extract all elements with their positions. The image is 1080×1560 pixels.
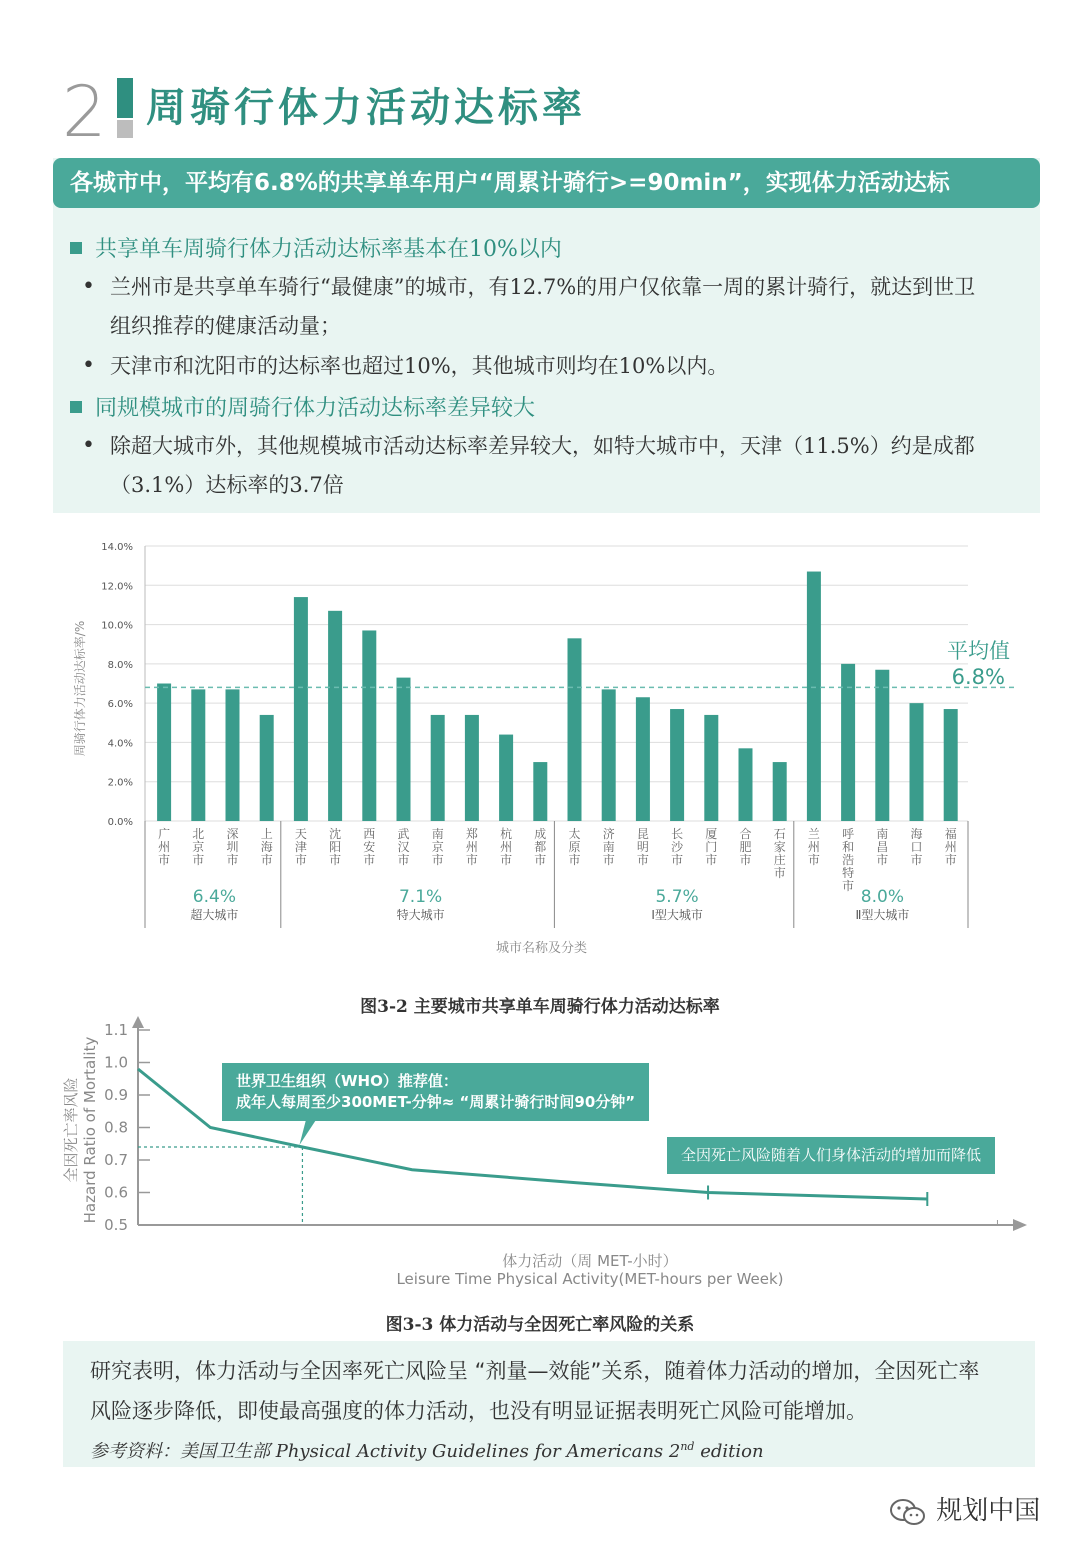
- x-tick-label: 杭: [500, 827, 513, 841]
- bar: [362, 630, 376, 821]
- bar: [636, 697, 650, 821]
- bar: [704, 715, 718, 821]
- x-tick-label: 市: [260, 853, 273, 867]
- x-tick-label: 厦: [705, 827, 718, 841]
- reference-text: 参考资料：美国卫生部 Physical Activity Guidelines for Americans 2: [90, 1441, 681, 1462]
- x-tick-label: 呼: [842, 827, 855, 841]
- x-tick-label: 市: [842, 879, 855, 893]
- bar: [328, 611, 342, 821]
- figure-caption-3-3: 图3-3 体力活动与全因死亡率风险的关系: [385, 1315, 695, 1335]
- x-tick-label: 海: [910, 827, 923, 841]
- x-tick-label: 昌: [876, 840, 889, 854]
- x-tick-label: 市: [465, 853, 478, 867]
- x-tick-label: 武: [397, 827, 410, 841]
- x-tick-label: 上: [260, 827, 273, 841]
- y-tick-label: 1.1: [104, 1021, 128, 1039]
- y-tick-label: 0.6: [104, 1183, 128, 1202]
- x-tick-label: 州: [500, 840, 513, 854]
- x-tick-label: 沈: [329, 827, 342, 841]
- x-tick-label: 京: [192, 840, 205, 854]
- watermark-text: 规划中国: [936, 1496, 1041, 1526]
- bullet-dot-icon: •: [82, 274, 95, 299]
- bar: [944, 709, 958, 821]
- y-tick-label: 0.8: [104, 1118, 128, 1137]
- x-tick-label: 南: [431, 827, 444, 841]
- x-tick-label: 沙: [671, 840, 684, 854]
- y-tick-label: 1.0: [104, 1053, 128, 1072]
- x-tick-label: 市: [226, 853, 239, 867]
- x-tick-label: 市: [329, 853, 342, 867]
- x-axis-title-zh: 体力活动（周 MET-小时）: [502, 1252, 678, 1270]
- x-tick-label: 圳: [226, 840, 239, 854]
- who-callout-line2: 成年人每周至少300MET-分钟≈ “周累计骑行时间90分钟”: [236, 1093, 636, 1111]
- note-line-1: 研究表明，体力活动与全因率死亡风险呈 “剂量—效能”关系，随着体力活动的增加，全因死亡率: [90, 1359, 980, 1383]
- who-callout-line1: 世界卫生组织（WHO）推荐值：: [236, 1072, 458, 1090]
- section-title: 周骑行体力活动达标率: [146, 85, 586, 131]
- x-tick-label: 州: [944, 840, 957, 854]
- y-tick-label: 12.0%: [101, 581, 133, 593]
- x-tick-label: 福: [944, 827, 957, 841]
- y-tick-label: 6.0%: [107, 699, 133, 711]
- bullet-dot-icon: •: [82, 433, 95, 458]
- x-tick-label: 市: [876, 853, 889, 867]
- x-tick-label: 南: [602, 840, 615, 854]
- bar: [910, 703, 924, 821]
- bar: [602, 689, 616, 821]
- bar: [773, 762, 787, 821]
- bullet-dot-icon: •: [82, 353, 95, 378]
- point-heading-1: 共享单车周骑行体力活动达标率基本在10%以内: [95, 237, 562, 262]
- x-tick-label: 市: [431, 853, 444, 867]
- x-tick-label: 州: [807, 840, 820, 854]
- x-tick-label: 合: [739, 827, 752, 841]
- x-tick-label: 市: [739, 853, 752, 867]
- bar-chart-compliance: [60, 525, 1030, 965]
- point-text-1a: 兰州市是共享单车骑行“最健康”的城市，有12.7%的用户仅依靠一周的累计骑行，就达到世卫: [110, 275, 976, 299]
- x-tick-label: 市: [363, 853, 376, 867]
- reference: [90, 1437, 764, 1463]
- average-value-label: 6.8%: [951, 665, 1005, 689]
- x-tick-label: 太: [568, 827, 581, 841]
- x-tick-label: 广: [158, 827, 171, 841]
- y-tick-label: 2.0%: [107, 777, 133, 789]
- point-text-3b: （3.1%）达标率的3.7倍: [110, 473, 344, 497]
- x-tick-label: 京: [431, 840, 444, 854]
- x-tick-label: 门: [705, 840, 718, 854]
- point-heading-2: 同规模城市的周骑行体力活动达标率差异较大: [95, 396, 536, 421]
- x-tick-label: 市: [773, 866, 786, 880]
- bar: [157, 684, 171, 822]
- x-tick-label: 都: [534, 840, 547, 854]
- x-tick-label: 市: [500, 853, 513, 867]
- bar: [875, 670, 889, 821]
- bar: [226, 689, 240, 821]
- trend-callout: 全因死亡风险随着人们身体活动的增加而降低: [667, 1137, 995, 1174]
- bar: [499, 735, 513, 821]
- y-tick-label: 14.0%: [101, 542, 133, 553]
- x-tick-label: 庄: [773, 853, 786, 867]
- x-tick-label: 汉: [397, 840, 410, 854]
- y-axis-title-en: Hazard Ratio of Mortality: [81, 1036, 99, 1224]
- x-tick-label: 津: [294, 840, 307, 854]
- y-tick-label: 0.7: [104, 1151, 128, 1169]
- x-tick-label: 兰: [807, 827, 820, 841]
- bar: [739, 748, 753, 821]
- x-tick-label: 市: [158, 853, 171, 867]
- square-bullet-icon: [70, 242, 82, 254]
- x-tick-label: 深: [226, 827, 239, 841]
- x-tick-label: 肥: [739, 840, 752, 854]
- x-tick-label: 市: [602, 853, 615, 867]
- x-tick-label: 西: [363, 827, 376, 841]
- x-tick-label: 南: [876, 827, 889, 841]
- x-tick-label: 海: [260, 840, 273, 854]
- x-tick-label: 原: [568, 840, 581, 854]
- x-tick-label: 市: [534, 853, 547, 867]
- x-tick-label: 浩: [842, 853, 855, 867]
- x-axis-title-en: Leisure Time Physical Activity(MET-hours per Week): [396, 1270, 784, 1288]
- group-name-label: Ⅱ型大城市: [855, 908, 910, 922]
- x-tick-label: 和: [842, 840, 855, 854]
- group-average-label: 6.4%: [192, 887, 237, 907]
- x-tick-label: 天: [294, 827, 307, 841]
- group-name-label: 特大城市: [396, 908, 445, 922]
- bar: [294, 597, 308, 821]
- x-axis-arrow-icon: [1013, 1219, 1027, 1231]
- group-name-label: Ⅰ型大城市: [651, 908, 703, 922]
- x-tick-label: 济: [602, 827, 615, 841]
- section-marker-bar-grey: [117, 120, 133, 138]
- bar: [465, 715, 479, 821]
- y-tick-label: 0.9: [104, 1086, 128, 1104]
- x-tick-label: 阳: [329, 840, 342, 854]
- average-label: 平均值: [947, 639, 1010, 663]
- bar: [568, 638, 582, 821]
- x-tick-label: 市: [944, 853, 957, 867]
- x-axis-title: 城市名称及分类: [495, 941, 588, 956]
- x-tick-label: 州: [465, 840, 478, 854]
- bar: [807, 572, 821, 821]
- x-tick-label: 北: [192, 827, 205, 841]
- section-number: 2: [62, 71, 107, 153]
- watermark: [888, 1490, 1040, 1527]
- note-line-2: 风险逐步降低，即使最高强度的体力活动，也没有明显证据表明死亡风险可能增加。: [90, 1399, 867, 1423]
- x-tick-label: 市: [807, 853, 820, 867]
- section-marker-bar: [117, 78, 133, 118]
- x-tick-label: 市: [636, 853, 649, 867]
- bar: [191, 689, 205, 821]
- group-name-label: 超大城市: [190, 908, 239, 922]
- y-tick-label: 10.0%: [101, 620, 133, 632]
- x-tick-label: 市: [705, 853, 718, 867]
- wechat-icon: [888, 1497, 928, 1527]
- y-axis-title: 周骑行体力活动达标率/%: [73, 620, 87, 757]
- bar: [670, 709, 684, 821]
- x-tick-label: 石: [773, 827, 786, 841]
- x-tick-label: 昆: [636, 827, 649, 841]
- x-tick-label: 市: [671, 853, 684, 867]
- x-tick-label: 家: [773, 840, 786, 854]
- group-average-label: 7.1%: [398, 887, 443, 907]
- summary-banner-text: 各城市中，平均有6.8%的共享单车用户“周累计骑行>=90min”，实现体力活动达标: [70, 170, 950, 196]
- reference-suffix: edition: [694, 1441, 764, 1462]
- x-tick-label: 郑: [465, 827, 478, 841]
- figure-caption-3-2: 图3-2 主要城市共享单车周骑行体力活动达标率: [360, 997, 720, 1017]
- x-tick-label: 安: [363, 840, 376, 854]
- x-tick-label: 特: [842, 866, 855, 880]
- y-axis-arrow-icon: [132, 1016, 144, 1028]
- bar: [397, 678, 411, 821]
- point-text-1b: 组织推荐的健康活动量；: [110, 314, 341, 338]
- y-axis-title-zh: 全因死亡率风险: [62, 1077, 80, 1183]
- point-text-2: 天津市和沈阳市的达标率也超过10%，其他城市则均在10%以内。: [110, 354, 729, 378]
- x-tick-label: 明: [636, 840, 649, 854]
- reference-sup: nd: [680, 1440, 695, 1453]
- x-tick-label: 市: [568, 853, 581, 867]
- group-average-label: 5.7%: [655, 887, 699, 907]
- who-callout: [222, 1063, 649, 1121]
- x-tick-label: 成: [534, 827, 547, 841]
- x-tick-label: 市: [192, 853, 205, 867]
- x-tick-label: 市: [910, 853, 923, 867]
- x-tick-label: 口: [910, 840, 923, 854]
- y-tick-label: 0.0%: [107, 817, 133, 828]
- x-tick-label: 州: [158, 840, 171, 854]
- bar: [260, 715, 274, 821]
- bar: [533, 762, 547, 821]
- square-bullet-icon: [70, 401, 82, 413]
- x-tick-label: 长: [671, 827, 684, 841]
- y-tick-label: 0.5: [104, 1216, 128, 1234]
- y-tick-label: 8.0%: [107, 659, 133, 671]
- x-tick-label: 市: [397, 853, 410, 867]
- bar: [431, 715, 445, 821]
- x-tick-label: 市: [294, 853, 307, 867]
- y-tick-label: 4.0%: [107, 738, 133, 750]
- group-average-label: 8.0%: [860, 887, 905, 907]
- point-text-3a: 除超大城市外，其他规模城市活动达标率差异较大，如特大城市中，天津（11.5%）约是成都: [110, 434, 975, 458]
